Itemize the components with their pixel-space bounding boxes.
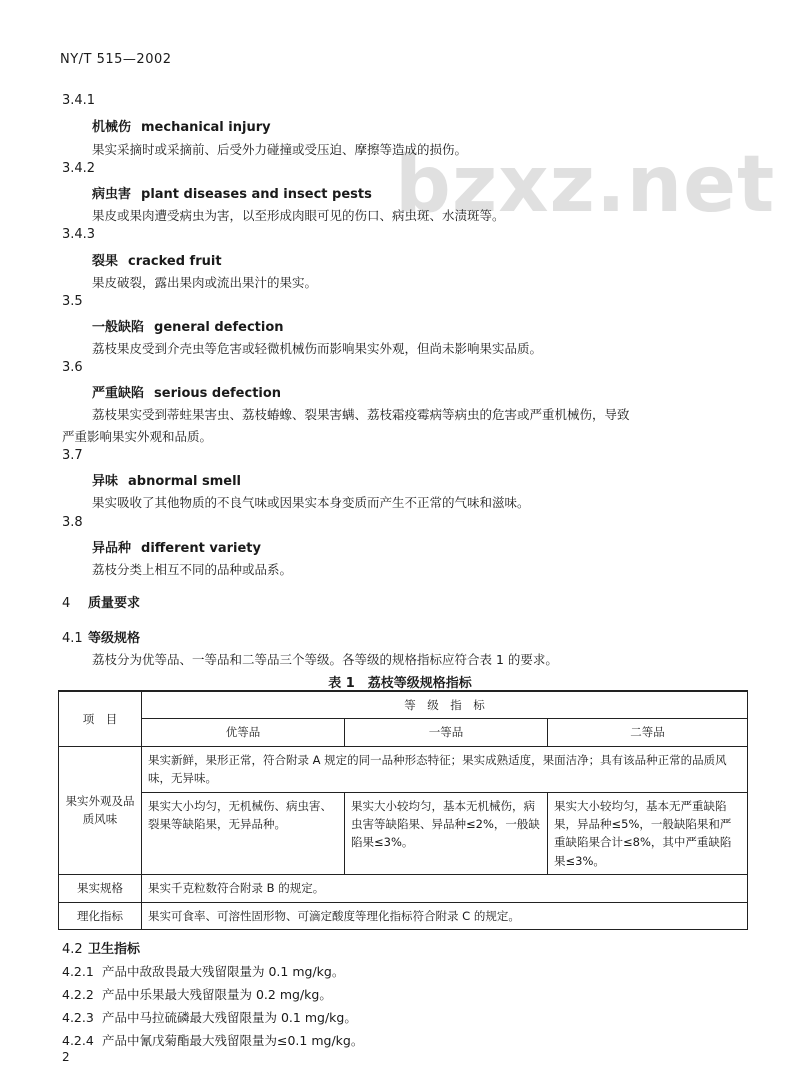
header-item: 项 目 xyxy=(59,691,142,746)
term-heading xyxy=(92,382,281,401)
table-cell: 果实大小均匀，无机械伤、病虫害、裂果等缺陷果，无异品种。 xyxy=(142,792,345,875)
subsection-number: 4.2 xyxy=(62,942,83,957)
subsection-number: 4.1 xyxy=(62,631,83,646)
term-definition: 荔枝果实受到蒂蛀果害虫、荔枝蝽蟓、裂果害螨、荔枝霜疫霉病等病虫的危害或严重机械伤，导致 xyxy=(92,407,630,422)
term-definition-continued: 严重影响果实外观和品质。 xyxy=(62,429,213,444)
table-cell: 果实大小较均匀，基本无机械伤，病虫害等缺陷果、异品种≤2%，一般缺陷果≤3%。 xyxy=(345,792,548,875)
clause-number: 3.4.1 xyxy=(62,93,96,108)
term-heading xyxy=(92,470,241,489)
term-en: different variety xyxy=(141,541,261,556)
term-definition: 果皮破裂，露出果肉或流出果汁的果实。 xyxy=(92,275,318,290)
term-definition: 果实吸收了其他物质的不良气味或因果实本身变质而产生不正常的气味和滋味。 xyxy=(92,495,530,510)
section-heading xyxy=(62,592,140,611)
item-number: 4.2.4 xyxy=(62,1033,94,1048)
table-row xyxy=(59,875,748,902)
term-en: mechanical injury xyxy=(141,120,271,135)
list-item xyxy=(62,1008,357,1026)
term-definition: 果实采摘时或采摘前、后受外力碰撞或受压迫、摩擦等造成的损伤。 xyxy=(92,142,468,157)
table-row xyxy=(59,902,748,929)
table-header-row xyxy=(59,691,748,719)
term-zh: 机械伤 xyxy=(92,120,132,135)
item-number: 4.2.1 xyxy=(62,964,94,979)
table-cell: 果实可食率、可溶性固形物、可滴定酸度等理化指标符合附录 C 的规定。 xyxy=(142,902,748,929)
header-grade: 优等品 xyxy=(142,719,345,746)
term-heading xyxy=(92,316,284,335)
page-number: 2 xyxy=(62,1050,70,1064)
term-zh: 异品种 xyxy=(92,541,132,556)
term-zh: 异味 xyxy=(92,474,119,489)
item-number: 4.2.3 xyxy=(62,1010,94,1025)
table-row xyxy=(59,746,748,792)
subsection-title: 等级规格 xyxy=(88,631,141,646)
subsection-text: 荔枝分为优等品、一等品和二等品三个等级。各等级的规格指标应符合表 1 的要求。 xyxy=(92,652,558,667)
table-cell: 果实千克粒数符合附录 B 的规定。 xyxy=(142,875,748,902)
header-grade: 二等品 xyxy=(548,719,748,746)
row-label: 果实外观及品质风味 xyxy=(59,746,142,874)
term-heading xyxy=(92,250,222,269)
header-grade-group: 等 级 指 标 xyxy=(142,691,748,719)
item-text: 产品中氰戊菊酯最大残留限量为≤0.1 mg/kg。 xyxy=(102,1033,364,1048)
term-en: plant diseases and insect pests xyxy=(141,187,372,202)
item-text: 产品中马拉硫磷最大残留限量为 0.1 mg/kg。 xyxy=(102,1010,357,1025)
term-heading xyxy=(92,116,271,135)
term-zh: 严重缺陷 xyxy=(92,386,145,401)
subsection-heading xyxy=(62,627,140,646)
term-heading xyxy=(92,183,372,202)
term-en: abnormal smell xyxy=(128,474,242,489)
term-zh: 一般缺陷 xyxy=(92,320,145,335)
term-definition: 果皮或果肉遭受病虫为害，以至形成肉眼可见的伤口、病虫斑、水渍斑等。 xyxy=(92,208,505,223)
section-number: 4 xyxy=(62,596,71,611)
section-title: 质量要求 xyxy=(88,596,141,611)
clause-number: 3.7 xyxy=(62,448,83,463)
term-en: serious defection xyxy=(154,386,282,401)
term-definition: 荔枝分类上相互不同的品种或品系。 xyxy=(92,562,293,577)
list-item xyxy=(62,1031,363,1049)
item-number: 4.2.2 xyxy=(62,987,94,1002)
subsection-title: 卫生指标 xyxy=(88,942,141,957)
row-label: 果实规格 xyxy=(59,875,142,902)
subsection-heading xyxy=(62,938,140,957)
item-text: 产品中乐果最大残留限量为 0.2 mg/kg。 xyxy=(102,987,332,1002)
term-zh: 病虫害 xyxy=(92,187,132,202)
clause-number: 3.8 xyxy=(62,515,83,530)
term-en: cracked fruit xyxy=(128,254,222,269)
standard-number: NY/T 515—2002 xyxy=(60,52,172,67)
row-label: 理化指标 xyxy=(59,902,142,929)
table-caption: 表 1 荔枝等级规格指标 xyxy=(328,676,472,691)
term-heading xyxy=(92,537,261,556)
grade-table xyxy=(58,690,748,930)
term-definition: 荔枝果皮受到介壳虫等危害或轻微机械伤而影响果实外观，但尚未影响果实品质。 xyxy=(92,341,543,356)
header-grade: 一等品 xyxy=(345,719,548,746)
table-row xyxy=(59,792,748,875)
clause-number: 3.4.2 xyxy=(62,161,96,176)
clause-number: 3.4.3 xyxy=(62,227,96,242)
term-en: general defection xyxy=(154,320,284,335)
table-cell: 果实新鲜，果形正常，符合附录 A 规定的同一品种形态特征；果实成熟适度，果面洁净；具有该品种正常的品质风味，无异味。 xyxy=(142,746,748,792)
term-zh: 裂果 xyxy=(92,254,119,269)
list-item xyxy=(62,985,332,1003)
list-item xyxy=(62,962,344,980)
clause-number: 3.5 xyxy=(62,294,83,309)
table-cell: 果实大小较均匀，基本无严重缺陷果，异品种≤5%，一般缺陷果和严重缺陷果合计≤8%，其中严重缺陷果≤3%。 xyxy=(548,792,748,875)
clause-number: 3.6 xyxy=(62,360,83,375)
table-header-row xyxy=(59,719,748,746)
item-text: 产品中敌敌畏最大残留限量为 0.1 mg/kg。 xyxy=(102,964,345,979)
watermark: bzxz.net xyxy=(395,140,776,230)
